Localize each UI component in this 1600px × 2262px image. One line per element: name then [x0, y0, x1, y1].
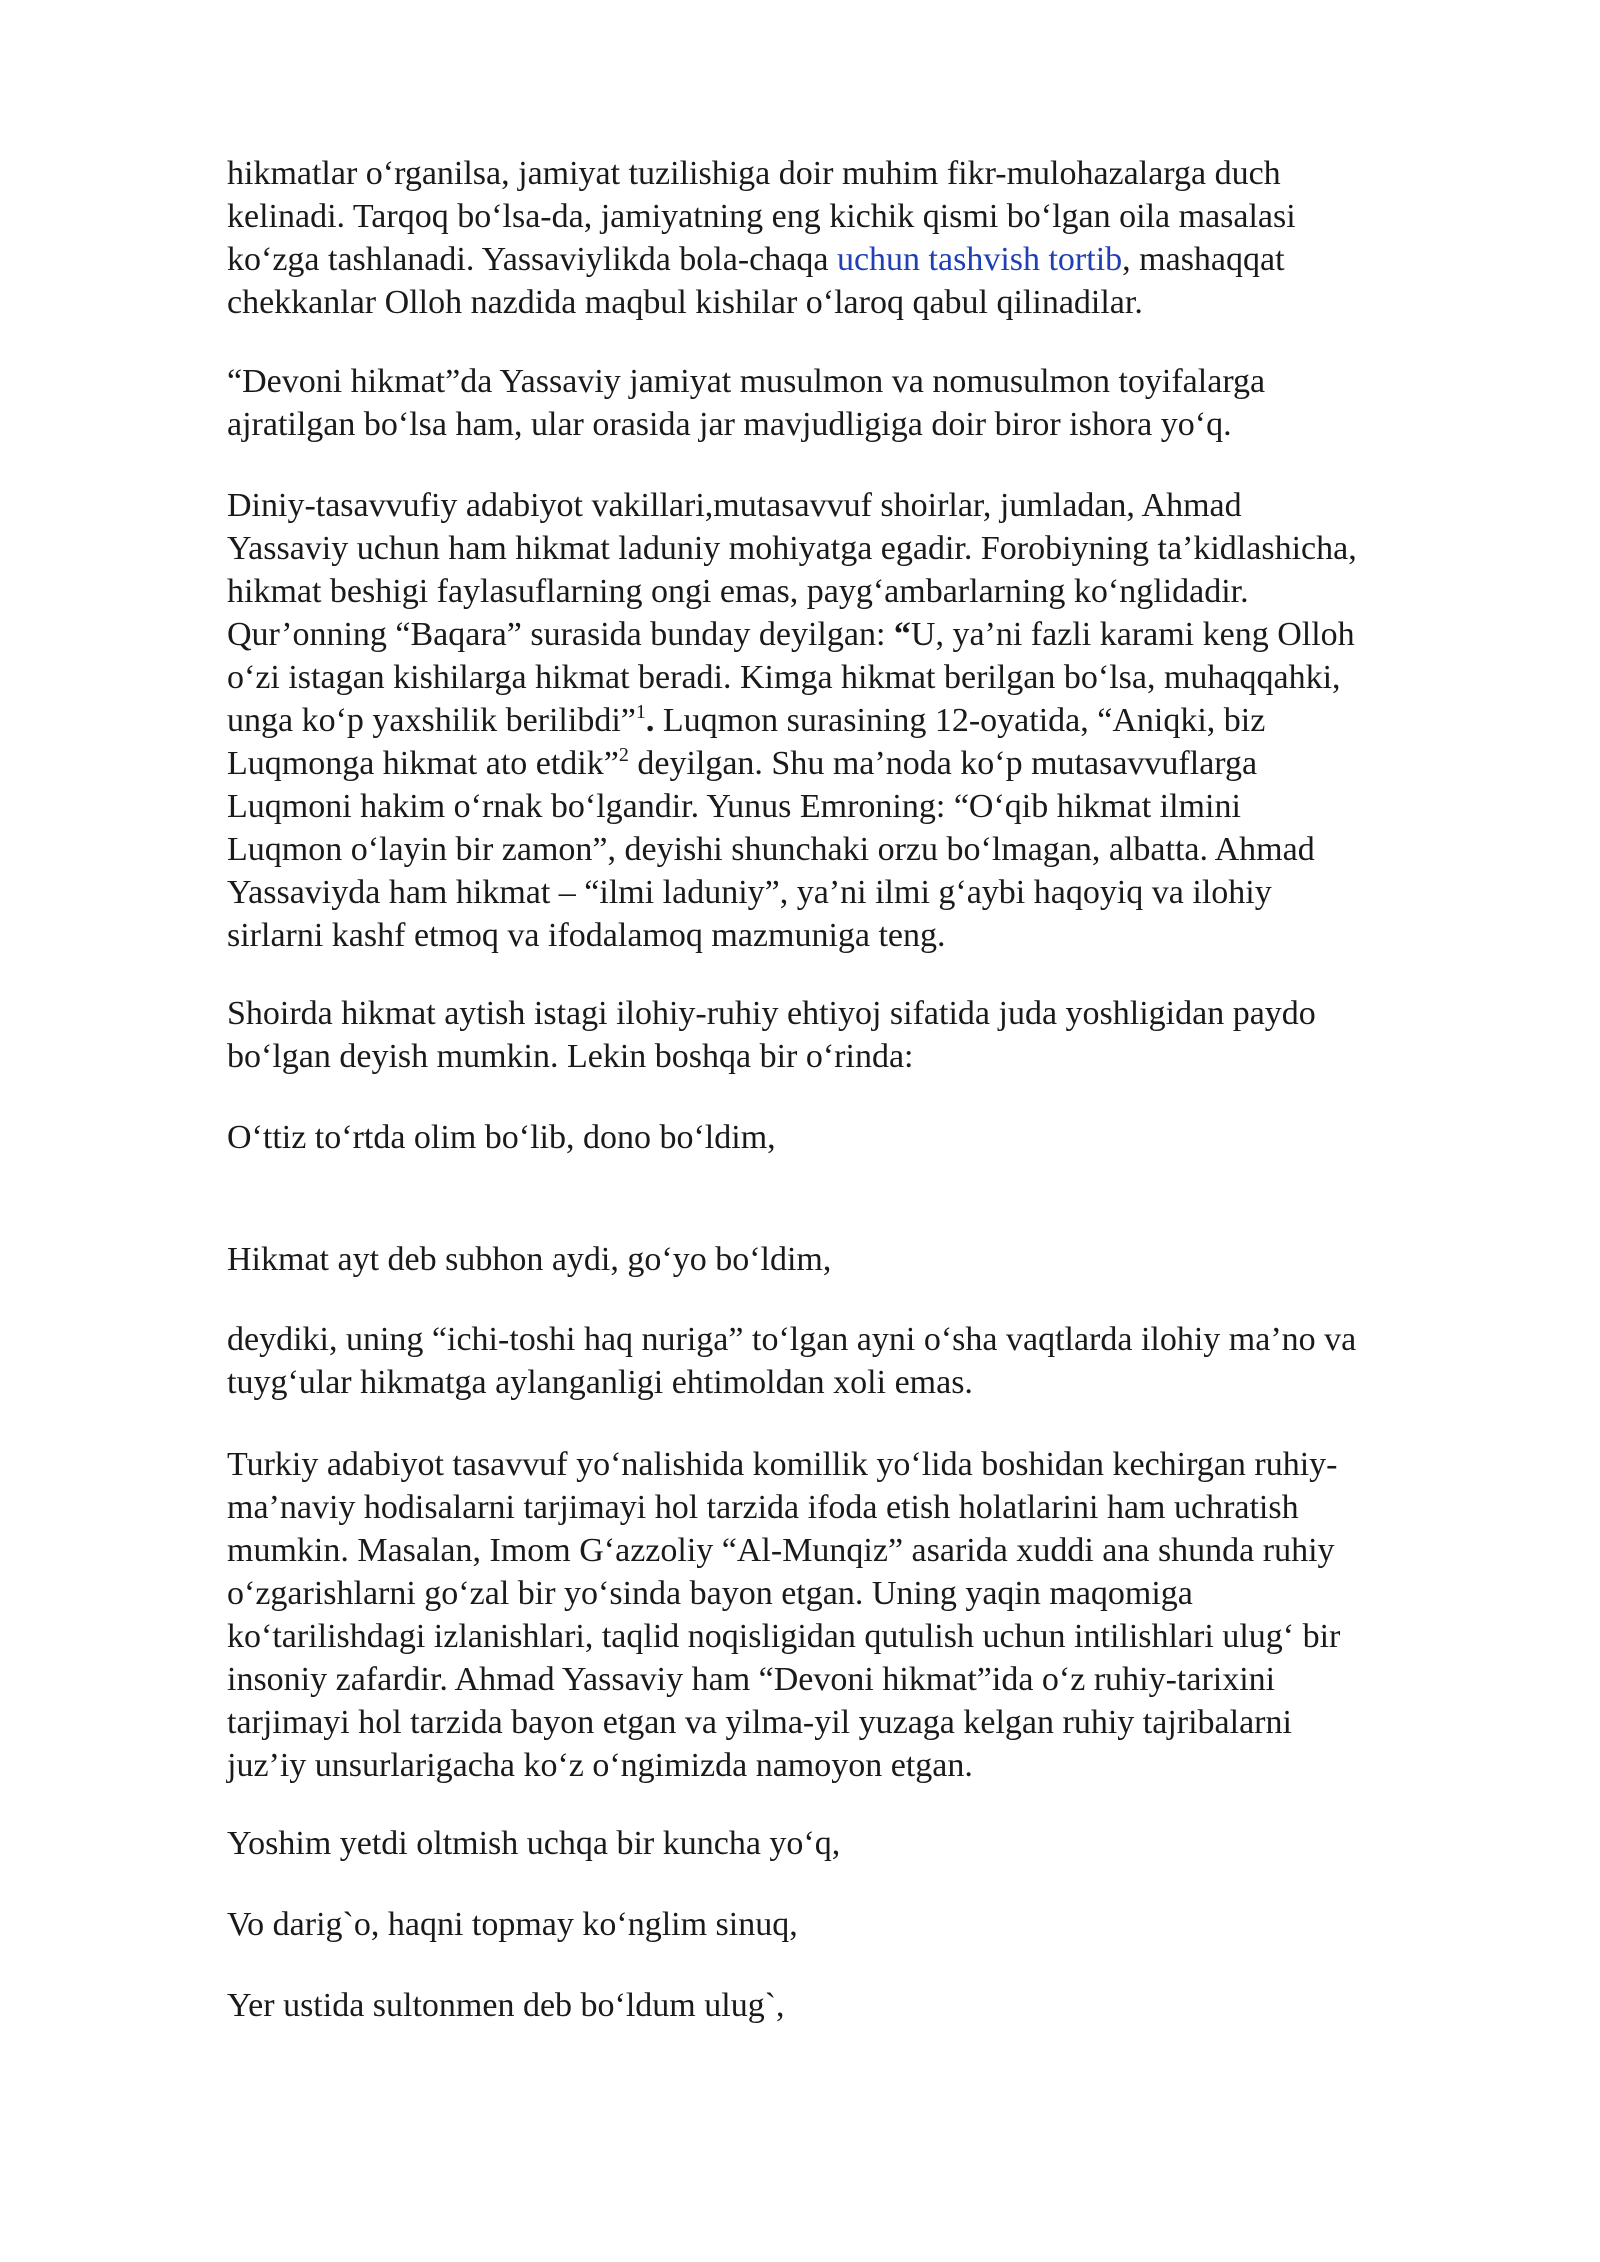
text-run: , mashaqqat	[1122, 241, 1285, 278]
paragraph-5	[227, 1318, 1557, 1404]
text-line: O‘ttiz to‘rtda olim bo‘lib, dono bo‘ldim,	[227, 1119, 776, 1156]
text-line: kelinadi. Tarqoq bo‘lsa-da, jamiyatning eng kichik qismi bo‘lgan oila masalasi	[227, 198, 1296, 235]
text-run: U, ya’ni fazli karami keng Olloh	[910, 616, 1355, 653]
text-line: bo‘lgan deyish mumkin. Lekin boshqa bir o‘rinda:	[227, 1038, 914, 1075]
text-line: hikmat beshigi faylasuflarning ongi emas, payg‘ambarlarning ko‘nglidadir.	[227, 573, 1249, 610]
text-line: mumkin. Masalan, Imom G‘azzoliy “Al-Munqiz” asarida xuddi ana shunda ruhiy	[227, 1532, 1335, 1569]
verse-line	[227, 1903, 1557, 1946]
text-line: o‘zi istagan kishilarga hikmat beradi. Kimga hikmat berilgan bo‘lsa, muhaqqahki,	[227, 659, 1341, 696]
text-run: ko‘zga tashlanadi. Yassaviylikda bola-chaqa	[227, 241, 837, 278]
text-line	[227, 238, 1557, 281]
text-line: sirlarni kashf etmoq va ifodalamoq mazmuniga teng.	[227, 917, 946, 954]
text-line: ko‘tarilishdagi izlanishlari, taqlid noqisligidan qutulish uchun intilishlari ulug‘ bir	[227, 1618, 1341, 1655]
text-line: Shoirda hikmat aytish istagi ilohiy-ruhiy ehtiyoj sifatida juda yoshligidan paydo	[227, 995, 1316, 1032]
text-line: tuyg‘ular hikmatga aylanganligi ehtimoldan xoli emas.	[227, 1364, 973, 1401]
text-run: unga ko‘p yaxshilik berilibdi”	[227, 702, 636, 739]
paragraph-2	[227, 360, 1557, 446]
text-line: Yoshim yetdi oltmish uchqa bir kuncha yo‘q,	[227, 1825, 841, 1862]
verse-line	[227, 1238, 1557, 1281]
text-line: juz’iy unsurlarigacha ko‘z o‘ngimizda namoyon etgan.	[227, 1747, 973, 1784]
text-line: “Devoni hikmat”da Yassaviy jamiyat musulmon va nomusulmon toyifalarga	[227, 363, 1266, 400]
footnote-ref-1[interactable]: 1	[635, 701, 646, 723]
verse-line	[227, 1822, 1557, 1865]
text-line: chekkanlar Olloh nazdida maqbul kishilar o‘laroq qabul qilinadilar.	[227, 284, 1143, 321]
text-line: Luqmoni hakim o‘rnak bo‘lgandir. Yunus Emroning: “O‘qib hikmat ilmini	[227, 788, 1241, 825]
text-line: Turkiy adabiyot tasavvuf yo‘nalishida komillik yo‘lida boshidan kechirgan ruhiy-	[227, 1446, 1338, 1483]
text-line: Hikmat ayt deb subhon aydi, go‘yo bo‘ldim,	[227, 1241, 832, 1278]
verse-line	[227, 1116, 1557, 1159]
text-line: Yassaviyda ham hikmat – “ilmi laduniy”, ya’ni ilmi g‘aybi haqoyiq va ilohiy	[227, 874, 1272, 911]
text-line: hikmatlar o‘rganilsa, jamiyat tuzilishiga doir muhim fikr-mulohazalarga duch	[227, 155, 1281, 192]
text-line: insoniy zafardir. Ahmad Yassaviy ham “Devoni hikmat”ida o‘z ruhiy-tarixini	[227, 1661, 1276, 1698]
text-run: .	[645, 702, 655, 739]
verse-line	[227, 1984, 1557, 2027]
paragraph-1	[227, 152, 1557, 324]
text-run: deyilgan. Shu ma’noda ko‘p mutasavvuflarga	[628, 745, 1258, 782]
paragraph-3	[227, 484, 1557, 957]
text-run: Qur’onning “Baqara” surasida bunday deyilgan:	[227, 616, 894, 653]
opening-quote: “	[893, 616, 911, 653]
text-line: Luqmon o‘layin bir zamon”, deyishi shunchaki orzu bo‘lmagan, albatta. Ahmad	[227, 831, 1315, 868]
text-line: ma’naviy hodisalarni tarjimayi hol tarzida ifoda etish holatlarini ham uchratish	[227, 1489, 1299, 1526]
text-line: deydiki, uning “ichi-toshi haq nuriga” to‘lgan ayni o‘sha vaqtlarda ilohiy ma’no va	[227, 1321, 1357, 1358]
text-line: Yassaviy uchun ham hikmat laduniy mohiyatga egadir. Forobiyning ta’kidlashicha,	[227, 530, 1357, 567]
text-line	[227, 613, 1557, 656]
paragraph-6	[227, 1443, 1557, 1787]
text-line	[227, 742, 1557, 785]
text-line: Diniy-tasavvufiy adabiyot vakillari,mutasavvuf shoirlar, jumladan, Ahmad	[227, 487, 1242, 524]
text-line: tarjimayi hol tarzida bayon etgan va yilma-yil yuzaga kelgan ruhiy tajribalarni	[227, 1704, 1292, 1741]
text-line	[227, 699, 1557, 742]
text-run: Luqmonga hikmat ato etdik”	[227, 745, 619, 782]
text-line: o‘zgarishlarni go‘zal bir yo‘sinda bayon etgan. Uning yaqin maqomiga	[227, 1575, 1193, 1612]
text-line: ajratilgan bo‘lsa ham, ular orasida jar mavjudligiga doir biror ishora yo‘q.	[227, 406, 1232, 443]
text-line: Vo darig`o, haqni topmay ko‘nglim sinuq,	[227, 1906, 798, 1943]
footnote-ref-2[interactable]: 2	[618, 744, 629, 766]
text-run: Luqmon surasining 12-oyatida, “Aniqki, biz	[654, 702, 1266, 739]
paragraph-4	[227, 992, 1557, 1078]
text-line: Yer ustida sultonmen deb bo‘ldum ulug`,	[227, 1987, 785, 2024]
inline-link[interactable]: uchun tashvish tortib	[836, 241, 1123, 278]
